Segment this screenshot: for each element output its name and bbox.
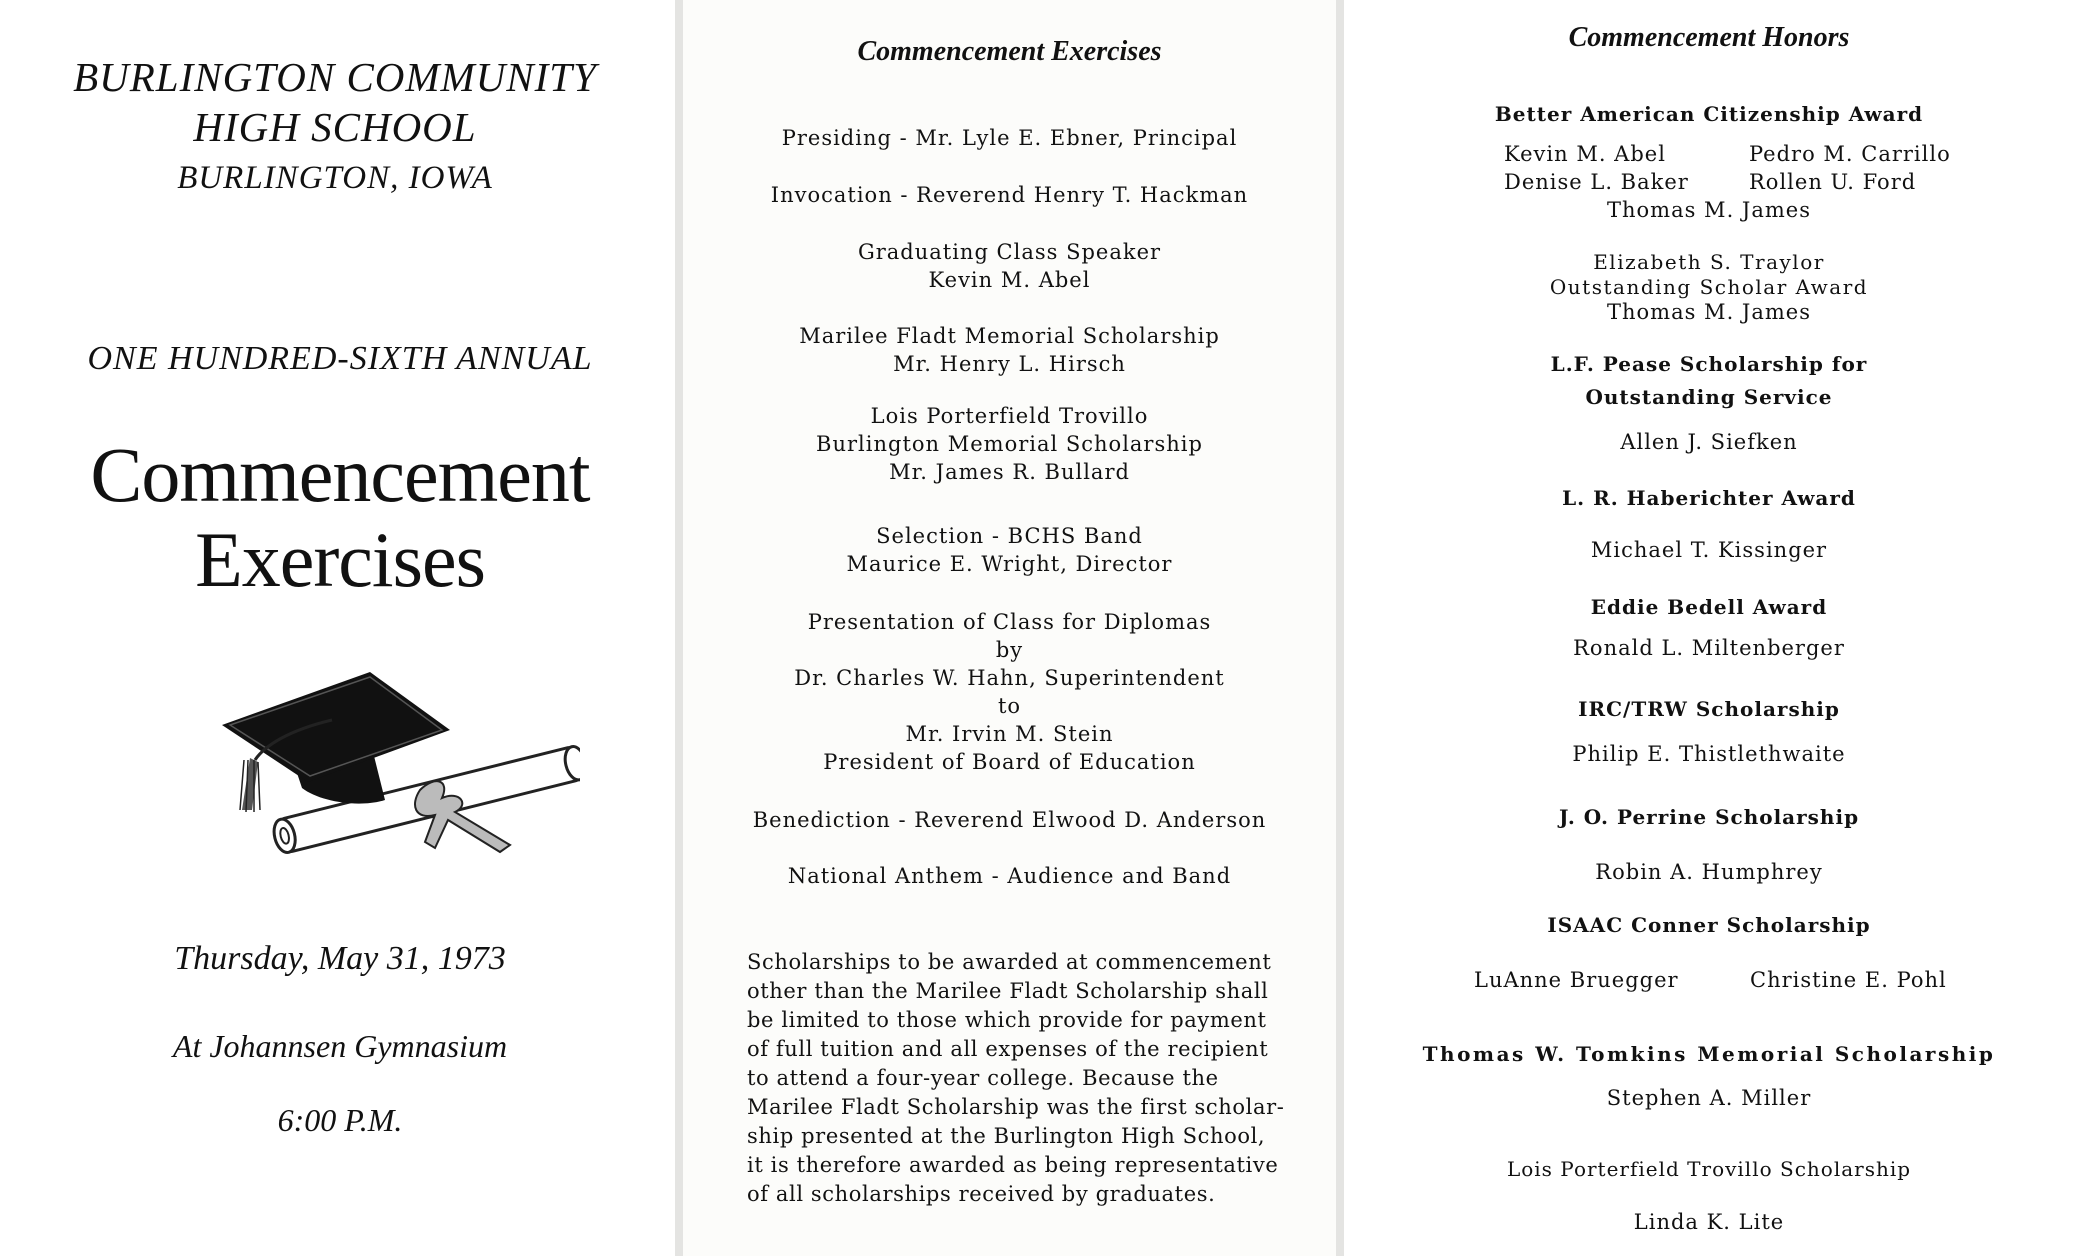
program-item-presiding: Presiding - Mr. Lyle E. Ebner, Principal [781, 126, 1238, 150]
pease-scholarship-title: L.F. Pease Scholarship for [1550, 352, 1868, 376]
citizenship-name: Kevin M. Abel [1504, 142, 1666, 166]
irc-scholarship-title: IRC/TRW Scholarship [1578, 697, 1840, 721]
citizenship-award-title: Better American Citizenship Award [1494, 102, 1924, 126]
perrine-scholarship-title: J. O. Perrine Scholarship [1558, 805, 1860, 829]
event-place: At Johannsen Gymnasium [172, 1028, 508, 1064]
haberichter-award-recipient: Michael T. Kissinger [1590, 538, 1828, 562]
scholarship-note: Scholarships to be awarded at commencement other than the Marilee Fladt Scholarship shall be limited to those which provide for payment of full tuition and all expenses of the recipient to attend a four-year college. Because the Marilee Fladt Scholarship was the first scholar- ship presented at the Burlington High School, it is therefore awarded as being representative of all scholarships received by graduates. [747, 950, 1285, 1206]
event-date: Thursday, May 31, 1973 [174, 940, 506, 977]
pease-scholarship-recipient: Allen J. Siefken [1620, 430, 1798, 454]
program-item-fladt-scholarship: Marilee Fladt Memorial Scholarship Mr. Henry L. Hirsch [799, 324, 1220, 376]
cover-panel [0, 0, 675, 1256]
tomkins-scholarship-title: Thomas W. Tomkins Memorial Scholarship [1422, 1042, 1996, 1066]
graduation-cap-diploma-icon [220, 670, 580, 860]
trovillo-scholarship-recipient: Linda K. Lite [1633, 1210, 1785, 1234]
citizenship-name: Pedro M. Carrillo [1749, 142, 1951, 166]
traylor-award-title: Elizabeth S. Traylor [1593, 250, 1825, 274]
exercises-panel [683, 0, 1336, 1256]
honors-heading: Commencement Honors [1568, 22, 1850, 53]
program-item-invocation: Invocation - Reverend Henry T. Hackman [770, 183, 1249, 207]
citizenship-name: Rollen U. Ford [1749, 170, 1917, 194]
program-item-diplomas: Presentation of Class for Diplomas by Dr. Charles W. Hahn, Superintendent to Mr. Irvin M. Stein President of Board of Education [794, 610, 1225, 774]
perrine-scholarship-recipient: Robin A. Humphrey [1595, 860, 1823, 884]
program-item-anthem: National Anthem - Audience and Band [787, 864, 1232, 888]
school-city: BURLINGTON, IOWA [177, 160, 493, 196]
event-time: 6:00 P.M. [277, 1102, 403, 1138]
program-item-band-selection: Selection - BCHS Band Maurice E. Wright, Director [846, 524, 1173, 576]
conner-scholarship-recipient: Christine E. Pohl [1750, 968, 1947, 992]
irc-scholarship-recipient: Philip E. Thistlethwaite [1572, 742, 1846, 766]
conner-scholarship-title: ISAAC Conner Scholarship [1547, 913, 1871, 937]
traylor-award-title: Outstanding Scholar Award [1549, 275, 1869, 299]
honors-panel [1344, 0, 2074, 1256]
bedell-award-recipient: Ronald L. Miltenberger [1573, 636, 1845, 660]
cover-title-line2: Exercises [195, 516, 485, 603]
program-item-class-speaker: Graduating Class Speaker Kevin M. Abel [857, 240, 1162, 292]
bedell-award-title: Eddie Bedell Award [1590, 595, 1828, 619]
pease-scholarship-title: Outstanding Service [1585, 385, 1833, 409]
traylor-award-recipient: Thomas M. James [1607, 300, 1811, 324]
annual-line: ONE HUNDRED-SIXTH ANNUAL [87, 340, 593, 377]
trovillo-scholarship-title: Lois Porterfield Trovillo Scholarship [1506, 1157, 1912, 1181]
conner-scholarship-recipient: LuAnne Bruegger [1474, 968, 1679, 992]
program-item-trovillo-scholarship: Lois Porterfield Trovillo Burlington Memorial Scholarship Mr. James R. Bullard [816, 404, 1203, 484]
cover-title-line1: Commencement [90, 431, 590, 518]
school-name: BURLINGTON COMMUNITY HIGH SCHOOL [73, 54, 597, 150]
tomkins-scholarship-recipient: Stephen A. Miller [1606, 1086, 1812, 1110]
citizenship-name: Denise L. Baker [1504, 170, 1689, 194]
exercises-heading: Commencement Exercises [857, 36, 1162, 67]
program-item-benediction: Benediction - Reverend Elwood D. Anderson [752, 808, 1267, 832]
citizenship-name: Thomas M. James [1607, 198, 1811, 222]
haberichter-award-title: L. R. Haberichter Award [1562, 486, 1856, 510]
